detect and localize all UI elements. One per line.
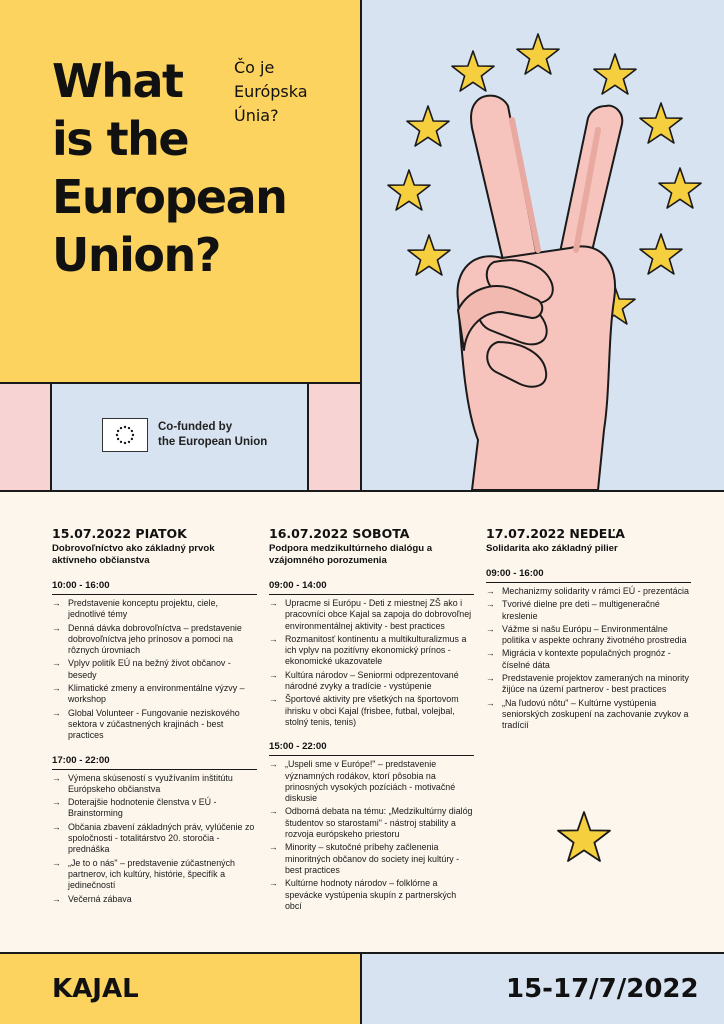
activity-list	[52, 598, 257, 742]
activity-text: Športové aktivity pre všetkých na športovom ihrisku v obci Kajal (frisbee, futbal, volejbal, stolný tenis, tenis)	[285, 694, 459, 727]
star-icon	[517, 34, 559, 74]
activity-text: Kultúrne hodnoty národov – folklórne a spevácke vystúpenia skupín z partnerských obcí	[285, 878, 457, 911]
arrow-right-icon: →	[486, 599, 495, 610]
activity-text: Výmena skúseností s využívaním inštitútu Európskeho občianstva	[68, 772, 233, 794]
day-column	[52, 526, 257, 907]
eu-flag-icon	[102, 418, 148, 452]
activity-text: „Uspeli sme v Európe!" – predstavenie významných rodákov, ktorí pôsobia na prinosných vysokých pozíciách - motivačné diskusie	[285, 759, 456, 804]
activity-text: Rozmanitosť kontinentu a multikulturalizmus a ich vplyv na pozitívny ekonomický prínos - ekonomické ukazovatele	[285, 633, 467, 667]
day-theme: Podpora medzikultúrneho dialógu a vzájomného porozumenia	[269, 543, 433, 566]
activity-item	[486, 648, 691, 671]
activity-text: Predstavenie konceptu projektu, ciele, jednotlivé témy	[68, 598, 218, 620]
arrow-right-icon: →	[52, 772, 61, 783]
divider-vertical-small-2	[307, 382, 309, 490]
arrow-right-icon: →	[52, 658, 61, 669]
pink-panel-right	[309, 384, 360, 490]
activity-text: Doterajšie hodnotenie členstva v EÚ - Brainstorming	[68, 797, 217, 819]
title-line: Union?	[52, 228, 220, 282]
star-icon	[388, 170, 430, 210]
activity-item	[269, 878, 474, 912]
activity-text: Migrácia v kontexte populačných prognóz - číselné dáta	[502, 648, 671, 670]
activity-text: „Na ľudovú nôtu" – Kultúrne vystúpenia seniorských zoskupení na zachovanie zvykov a tradícií	[502, 697, 689, 731]
peace-hand-illustration	[362, 0, 724, 490]
day-column	[486, 526, 691, 734]
activity-item	[52, 858, 257, 892]
arrow-right-icon: →	[486, 673, 495, 684]
activity-text: Global Volunteer - Fungovanie neziskového sektora v zúčastnených krajinách - best practices	[68, 707, 240, 741]
activity-text: Denná dávka dobrovoľníctva – predstavenie dobrovoľníctva jeho prínosov a pomoci na rôznych úrovniach	[68, 622, 242, 656]
footer-place: KAJAL	[52, 974, 139, 1004]
activity-item	[52, 894, 257, 905]
divider-horizontal-footer	[0, 952, 724, 954]
day-column	[269, 526, 474, 914]
activity-text: Večerná zábava	[68, 893, 132, 904]
star-icon	[408, 235, 450, 275]
arrow-right-icon: →	[269, 598, 278, 608]
time-slot: 09:00 - 16:00	[486, 568, 544, 579]
activity-item	[486, 673, 691, 696]
time-slot-rule	[269, 755, 474, 756]
time-slot-rule	[52, 594, 257, 595]
activity-item	[486, 599, 691, 622]
activity-item	[52, 708, 257, 742]
activity-item	[486, 698, 691, 732]
star-icon	[553, 808, 615, 870]
arrow-right-icon: →	[269, 878, 278, 889]
activity-item	[52, 822, 257, 856]
cofunded-logo	[102, 415, 282, 455]
activity-text: Vplyv politík EÚ na bežný život občanov - besedy	[68, 658, 231, 680]
activity-item	[486, 624, 691, 647]
activity-text: Minority – skutočné príbehy začlenenia minoritných občanov do society inej kultúry - best practices	[285, 842, 460, 875]
arrow-right-icon: →	[269, 669, 278, 680]
star-icon	[640, 234, 682, 274]
time-slot-rule	[269, 594, 474, 595]
activity-text: Občania zbavení základných práv, vylúčenie zo spoločnosti - totalitárstvo 20. storočia - prednáška	[68, 821, 255, 855]
activity-item	[52, 658, 257, 681]
arrow-right-icon: →	[269, 759, 278, 770]
activity-item	[52, 623, 257, 657]
arrow-right-icon: →	[52, 598, 61, 608]
activity-text: Vážme si našu Európu – Environmentálne politika v aspekte ochrany životného prostredia	[502, 623, 687, 646]
day-date: 16.07.2022 SOBOTA	[269, 526, 410, 541]
activity-item	[52, 598, 257, 621]
time-slot-rule	[486, 582, 691, 583]
cofunded-line: the European Union	[158, 436, 268, 448]
arrow-right-icon: →	[52, 857, 61, 868]
star-icon	[659, 168, 701, 208]
activity-item	[269, 598, 474, 632]
arrow-right-icon: →	[269, 694, 278, 705]
star-icon	[452, 51, 494, 91]
activity-text: Odborná debata na tému: „Medzikultúrny dialóg študentov so starostami" - nástroj stability a rozvoja európskeho priestoru	[285, 806, 473, 840]
arrow-right-icon: →	[52, 683, 61, 694]
day-date: 15.07.2022 PIATOK	[52, 526, 187, 541]
time-slot: 09:00 - 14:00	[269, 580, 327, 591]
footer-dates: 15-17/7/2022	[506, 974, 699, 1004]
activity-text: Klimatické zmeny a environmentálne výzvy – workshop	[68, 683, 245, 705]
activity-list	[486, 586, 691, 732]
subtitle-line: Čo je	[234, 58, 275, 77]
activity-text: Kultúra národov – Seniormi odprezentované národné zvyky a tradície - vystúpenie	[285, 669, 459, 692]
activity-item	[269, 806, 474, 840]
arrow-right-icon: →	[486, 623, 495, 634]
time-slot: 15:00 - 22:00	[269, 741, 327, 753]
time-slot: 10:00 - 16:00	[52, 580, 110, 591]
divider-horizontal-content-top	[0, 490, 724, 492]
divider-vertical-footer	[360, 952, 362, 1024]
arrow-right-icon: →	[52, 622, 61, 633]
activity-text: Mechanizmy solidarity v rámci EÚ - prezentácia	[502, 586, 689, 596]
activity-text: „Je to o nás" – predstavenie zúčastnených partnerov, ich kultúry, histórie, špecifík a jedinečností	[68, 857, 235, 891]
day-theme: Dobrovoľníctvo ako základný prvok aktívneho občianstva	[52, 543, 215, 566]
arrow-right-icon: →	[486, 648, 495, 659]
day-date: 17.07.2022 NEDEĽA	[486, 526, 625, 541]
arrow-right-icon: →	[269, 842, 278, 853]
activity-item	[52, 683, 257, 706]
activity-item	[486, 586, 691, 597]
activity-item	[52, 773, 257, 796]
day-theme: Solidarita ako základný pilier	[486, 543, 618, 554]
arrow-right-icon: →	[269, 633, 278, 644]
activity-item	[269, 634, 474, 668]
star-icon	[594, 54, 636, 94]
title-line: What	[52, 54, 183, 108]
hand	[457, 96, 622, 490]
activity-item	[269, 670, 474, 693]
activity-item	[269, 842, 474, 876]
arrow-right-icon: →	[52, 797, 61, 808]
arrow-right-icon: →	[52, 821, 61, 832]
page-subtitle	[234, 56, 308, 128]
activity-list	[269, 759, 474, 912]
divider-vertical-small-1	[50, 382, 52, 490]
activity-item	[52, 797, 257, 820]
activity-item	[269, 694, 474, 728]
cofunded-line: Co-funded by	[158, 421, 233, 433]
title-line: is the	[52, 112, 189, 166]
title-line: European	[52, 170, 287, 224]
pink-panel-left	[0, 384, 50, 490]
subtitle-line: Európska	[234, 82, 308, 101]
cofunded-text	[158, 420, 267, 450]
time-slot-rule	[52, 769, 257, 770]
arrow-right-icon: →	[52, 893, 61, 904]
time-slot: 17:00 - 22:00	[52, 754, 110, 766]
activity-text: Upracme si Európu - Deti z miestnej ZŠ ako i pracovníci obce Kajal sa zapoja do dobrovoľnej environmentálnej aktivity - best practices	[285, 598, 472, 631]
arrow-right-icon: →	[52, 707, 61, 718]
arrow-right-icon: →	[486, 586, 495, 596]
arrow-right-icon: →	[486, 697, 495, 708]
activity-text: Predstavenie projektov zameraných na minority žijúce na území partnerov - best practices	[502, 673, 689, 695]
star-icon	[407, 106, 449, 146]
activity-item	[269, 759, 474, 804]
star-icon	[640, 103, 682, 143]
activity-list	[269, 598, 474, 728]
subtitle-line: Únia?	[234, 106, 279, 125]
arrow-right-icon: →	[269, 806, 278, 817]
activity-text: Tvorivé dielne pre deti – multigeneračné kreslenie	[502, 599, 660, 621]
activity-list	[52, 773, 257, 905]
